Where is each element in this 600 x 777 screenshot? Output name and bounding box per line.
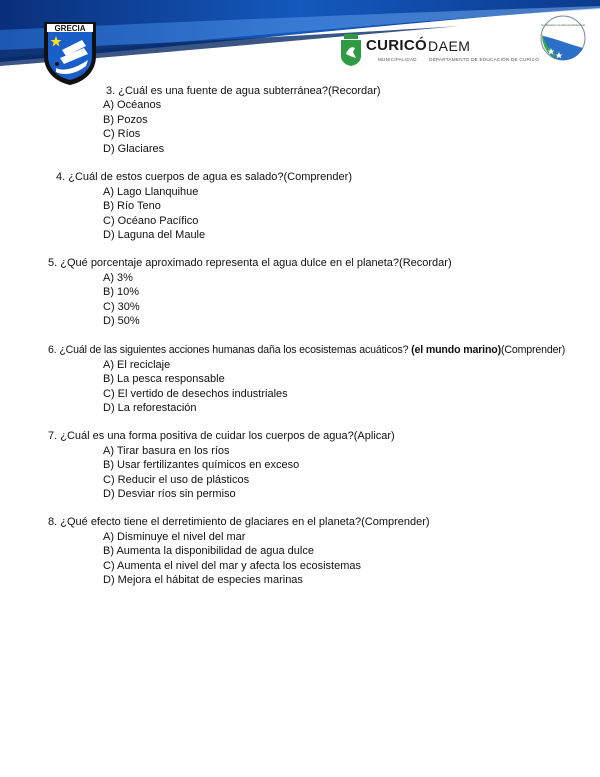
curico-crest-icon — [340, 34, 362, 66]
municipality-name: CURICÓ — [366, 37, 427, 54]
option-a: A) Lago Llanquihue — [103, 185, 199, 198]
question-tag: (Comprender) — [361, 516, 430, 528]
question-tag: (Comprender) — [501, 344, 566, 356]
option-d: D) Laguna del Maule — [103, 229, 206, 241]
question-8 — [48, 515, 430, 529]
question-6 — [48, 343, 565, 357]
question-5 — [48, 256, 452, 270]
option-b: B) 10% — [103, 286, 140, 298]
school-shield-logo — [42, 20, 98, 86]
option-d: D) Mejora el hábitat de especies marinas — [103, 574, 303, 586]
option-d: D) Desviar ríos sin permiso — [103, 488, 236, 500]
question-text: ¿Cuál es una forma positiva de cuidar los cuerpos de agua? — [60, 430, 354, 442]
question-number: 7. — [48, 430, 58, 442]
question-tag: (Recordar) — [328, 85, 381, 97]
environmental-certification-seal — [539, 14, 587, 62]
option-b: B) Usar fertilizantes químicos en exceso — [103, 459, 300, 471]
question-tag: (Comprender) — [283, 171, 352, 183]
option-a: A) Tirar basura en los ríos — [103, 444, 230, 457]
question-text: ¿Cuál es una fuente de agua subterránea? — [118, 85, 329, 97]
question-text: ¿Qué efecto tiene el derretimiento de glaciares en el planeta? — [60, 516, 362, 528]
question-number: 6. — [48, 344, 57, 356]
option-c: C) Ríos — [103, 128, 141, 140]
question-number: 4. — [56, 171, 66, 183]
municipality-sub: MUNICIPALIDAD — [378, 57, 417, 62]
option-b: B) Río Teno — [103, 200, 161, 212]
curico-daem-logo — [340, 34, 540, 74]
page-header — [0, 0, 600, 90]
question-tag: (Recordar) — [399, 257, 452, 269]
question-3 — [106, 84, 381, 98]
option-b: B) Aumenta la disponibilidad de agua dulce — [103, 545, 314, 557]
question-number: 5. — [48, 257, 58, 269]
question-tag: (Aplicar) — [353, 430, 395, 442]
option-c: C) Reducir el uso de plásticos — [103, 473, 250, 486]
question-number: 8. — [48, 516, 58, 528]
option-b: B) La pesca responsable — [103, 373, 225, 385]
question-text: ¿Qué porcentaje aproximado representa el agua dulce en el planeta? — [60, 257, 400, 269]
question-7 — [48, 429, 395, 443]
option-a: A) Océanos — [103, 99, 162, 111]
question-4 — [56, 170, 352, 184]
option-a: A) Disminuye el nivel del mar — [103, 530, 246, 543]
question-text: ¿Cuál de las siguientes acciones humanas daña los ecosistemas acuáticos? — [59, 344, 412, 356]
option-c: C) 30% — [103, 300, 140, 313]
option-c: C) Océano Pacífico — [103, 214, 199, 227]
option-d: D) 50% — [103, 315, 140, 327]
question-number: 3. — [106, 85, 116, 97]
school-logo-text: GRECIA — [54, 24, 86, 33]
daem-subtitle: DEPARTAMENTO DE EDUCACIÓN DE CURICÓ — [429, 57, 540, 62]
option-a: A) El reciclaje — [103, 358, 171, 371]
option-c: C) El vertido de desechos industriales — [103, 387, 288, 400]
option-c: C) Aumenta el nivel del mar y afecta los ecosistemas — [103, 559, 362, 572]
option-d: D) La reforestación — [103, 402, 197, 414]
question-emphasis: (el mundo marino) — [411, 344, 501, 356]
seal-text: Certificación Ambiental Municipal — [540, 23, 586, 27]
option-b: B) Pozos — [103, 113, 148, 126]
option-d: D) Glaciares — [103, 142, 165, 155]
daem-title: DAEM — [428, 38, 471, 54]
question-text: ¿Cuál de estos cuerpos de agua es salado? — [68, 171, 284, 183]
option-a: A) 3% — [103, 271, 133, 284]
